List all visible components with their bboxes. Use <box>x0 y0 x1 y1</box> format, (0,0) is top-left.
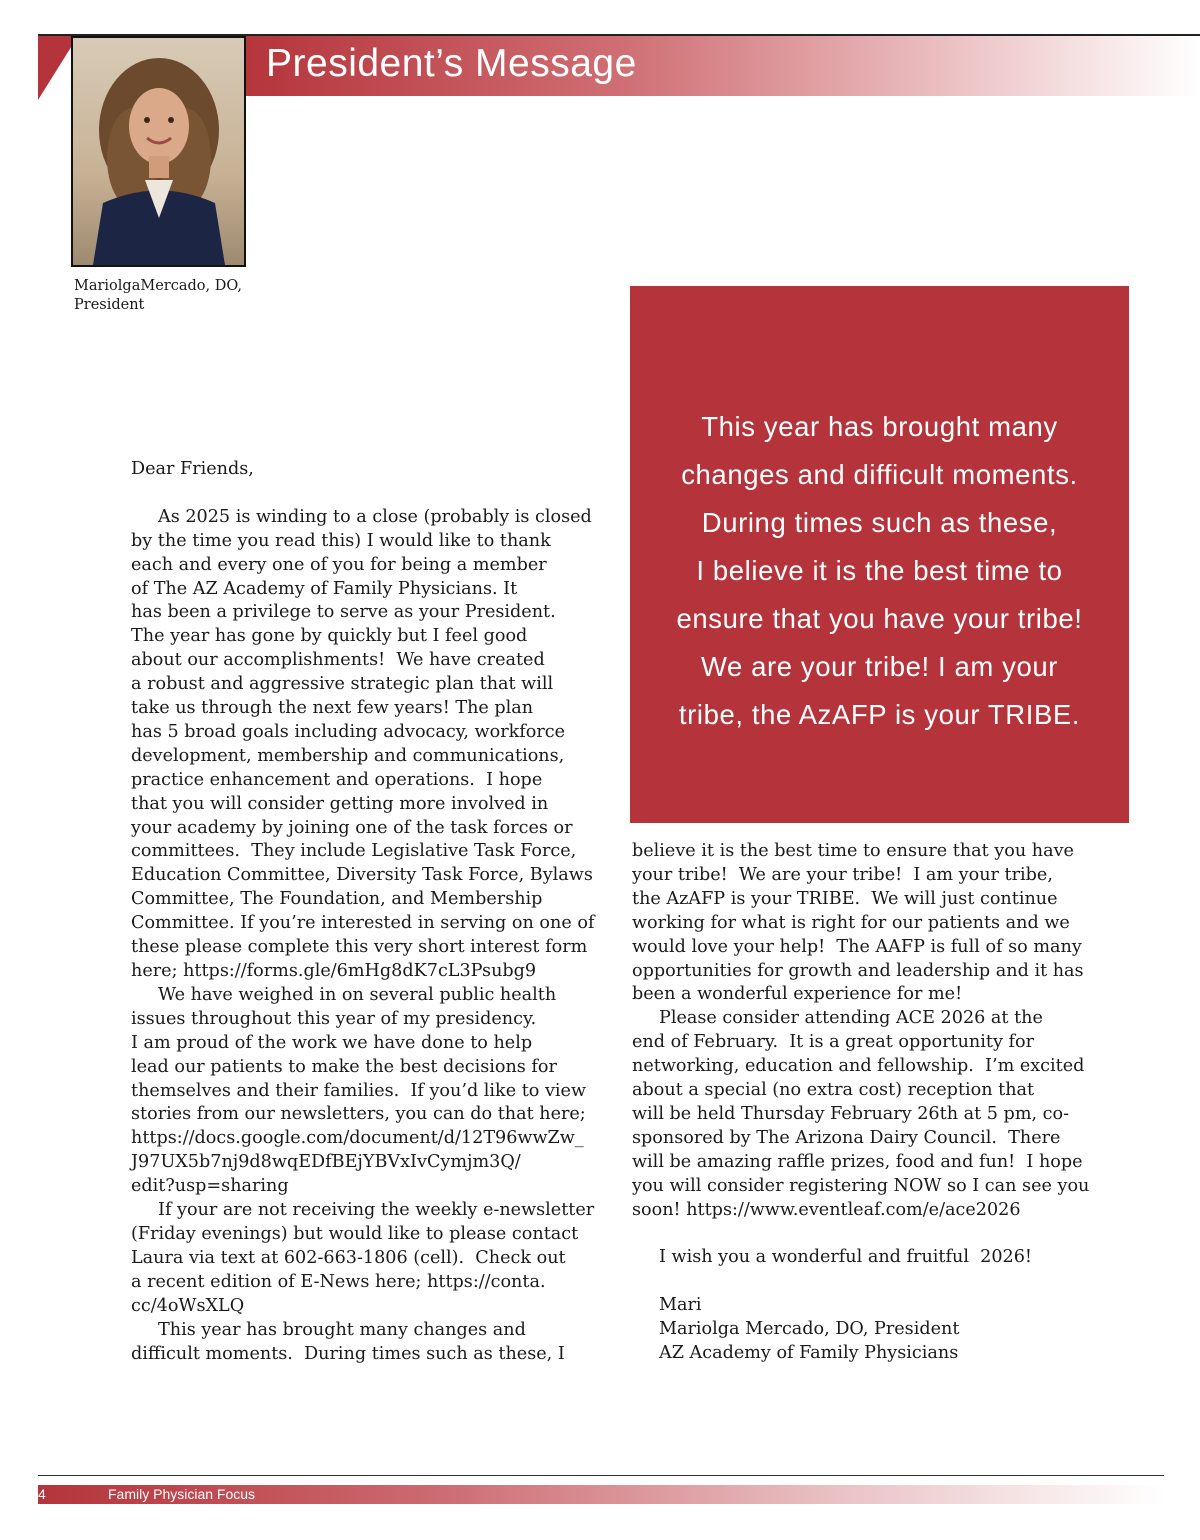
letter-line: of The AZ Academy of Family Physicians. It <box>131 578 518 599</box>
newsletter-stories-link[interactable]: J97UX5b7nj9d8wqEDfBEjYBVxIvCymjm3Q/ <box>131 1152 521 1173</box>
pull-quote-box <box>630 286 1129 823</box>
letter-line: working for what is right for our patients and we <box>632 912 1070 933</box>
letter-line: the AzAFP is your TRIBE. We will just continue <box>632 888 1058 909</box>
letter-line: has 5 broad goals including advocacy, workforce <box>131 721 566 742</box>
letter-column-right <box>632 840 1132 1366</box>
enews-link[interactable]: a recent edition of E-News here; https://conta. <box>131 1271 546 1292</box>
caption-name: MariolgaMercado, DO, <box>74 278 242 294</box>
letter-line: difficult moments. During times such as these, I <box>131 1343 565 1364</box>
newsletter-stories-link[interactable]: https://docs.google.com/document/d/12T96wwZw_ <box>131 1128 584 1149</box>
header-band <box>240 36 1200 96</box>
letter-line: will be held Thursday February 26th at 5 pm, co- <box>632 1103 1070 1124</box>
page-title: President’s Message <box>266 42 637 85</box>
letter-line: committees. They include Legislative Task Force, <box>131 841 577 862</box>
president-portrait-image <box>71 36 246 267</box>
newsletter-stories-link[interactable]: edit?usp=sharing <box>131 1176 289 1197</box>
letter-line: themselves and their families. If you’d like to view <box>131 1080 587 1101</box>
letter-line: issues throughout this year of my presidency. <box>131 1008 537 1029</box>
letter-line: you will consider registering NOW so I can see you <box>632 1175 1090 1196</box>
letter-line: (Friday evenings) but would like to please contact <box>131 1223 579 1244</box>
letter-line: end of February. It is a great opportunity for <box>632 1032 1035 1053</box>
letter-line: practice enhancement and operations. I hope <box>131 769 543 790</box>
footer-band <box>38 1485 1164 1504</box>
interest-form-link[interactable]: here; https://forms.gle/6mHg8dK7cL3Psubg9 <box>131 961 537 982</box>
letter-line: If your are not receiving the weekly e-newsletter <box>158 1200 595 1221</box>
closing-line: I wish you a wonderful and fruitful 2026! <box>659 1247 1032 1268</box>
letter-line: your tribe! We are your tribe! I am your tribe, <box>632 864 1053 885</box>
letter-line: We have weighed in on several public health <box>158 984 557 1005</box>
letter-line: stories from our newsletters, you can do that here; <box>131 1104 586 1125</box>
caption-title: President <box>74 297 145 313</box>
photo-caption <box>74 277 242 315</box>
letter-line: about our accomplishments! We have created <box>131 650 545 671</box>
salutation: Dear Friends, <box>131 459 254 479</box>
pull-quote-line: ensure that you have your tribe! <box>676 603 1083 634</box>
letter-line: Laura via text at 602-663-1806 (cell). Check out <box>131 1247 566 1268</box>
letter-line: each and every one of you for being a member <box>131 554 547 575</box>
signature: Mari <box>659 1295 702 1316</box>
letter-line: these please complete this very short interest form <box>131 937 588 958</box>
letter-line: your academy by joining one of the task forces or <box>131 817 573 838</box>
letter-line: Please consider attending ACE 2026 at the <box>659 1008 1043 1029</box>
ace2026-registration-link[interactable]: soon! https://www.eventleaf.com/e/ace2026 <box>632 1199 1021 1220</box>
letter-line: This year has brought many changes and <box>158 1319 526 1340</box>
enews-link[interactable]: cc/4oWsXLQ <box>131 1295 245 1316</box>
pull-quote-text <box>630 403 1129 739</box>
publication-title: Family Physician Focus <box>108 1486 256 1502</box>
letter-line: has been a privilege to serve as your President. <box>131 602 556 623</box>
letter-line: opportunities for growth and leadership and it has <box>632 960 1084 981</box>
pull-quote-line: changes and difficult moments. <box>681 459 1078 490</box>
pull-quote-line: This year has brought many <box>701 411 1058 442</box>
signer-name: Mariolga Mercado, DO, President <box>659 1319 960 1340</box>
letter-line: Committee. If you’re interested in serving on one of <box>131 913 595 934</box>
pull-quote-line: tribe, the AzAFP is your TRIBE. <box>678 699 1081 730</box>
signer-organization: AZ Academy of Family Physicians <box>659 1343 959 1363</box>
letter-line: by the time you read this) I would like to thank <box>131 530 551 551</box>
letter-line: development, membership and communications, <box>131 745 565 766</box>
letter-line: believe it is the best time to ensure that you have <box>632 841 1074 861</box>
letter-column-left <box>131 458 621 1366</box>
letter-line: Committee, The Foundation, and Membership <box>131 889 543 910</box>
letter-line: about a special (no extra cost) reception that <box>632 1080 1035 1101</box>
letter-line: The year has gone by quickly but I feel good <box>131 626 528 647</box>
letter-line: been a wonderful experience for me! <box>632 984 963 1005</box>
letter-line: take us through the next few years! The plan <box>131 698 534 719</box>
letter-line: I am proud of the work we have done to help <box>131 1032 533 1053</box>
pull-quote-line: I believe it is the best time to <box>696 555 1063 586</box>
letter-line: As 2025 is winding to a close (probably is closed <box>158 506 592 527</box>
page-number: 4 <box>38 1486 46 1502</box>
letter-line: Education Committee, Diversity Task Force, Bylaws <box>131 865 593 886</box>
letter-line: would love your help! The AAFP is full of so many <box>632 936 1082 957</box>
pull-quote-line: We are your tribe! I am your <box>700 651 1059 682</box>
letter-line: will be amazing raffle prizes, food and fun! I hope <box>632 1151 1083 1172</box>
letter-line: a robust and aggressive strategic plan that will <box>131 674 554 695</box>
letter-line: that you will consider getting more involved in <box>131 793 549 814</box>
letter-line: sponsored by The Arizona Dairy Council. There <box>632 1127 1061 1148</box>
letter-line: lead our patients to make the best decisions for <box>131 1056 557 1077</box>
portrait-illustration <box>73 38 244 265</box>
pull-quote-line: During times such as these, <box>701 507 1058 538</box>
footer-rule <box>38 1475 1164 1476</box>
letter-line: networking, education and fellowship. I’m excited <box>632 1056 1085 1077</box>
